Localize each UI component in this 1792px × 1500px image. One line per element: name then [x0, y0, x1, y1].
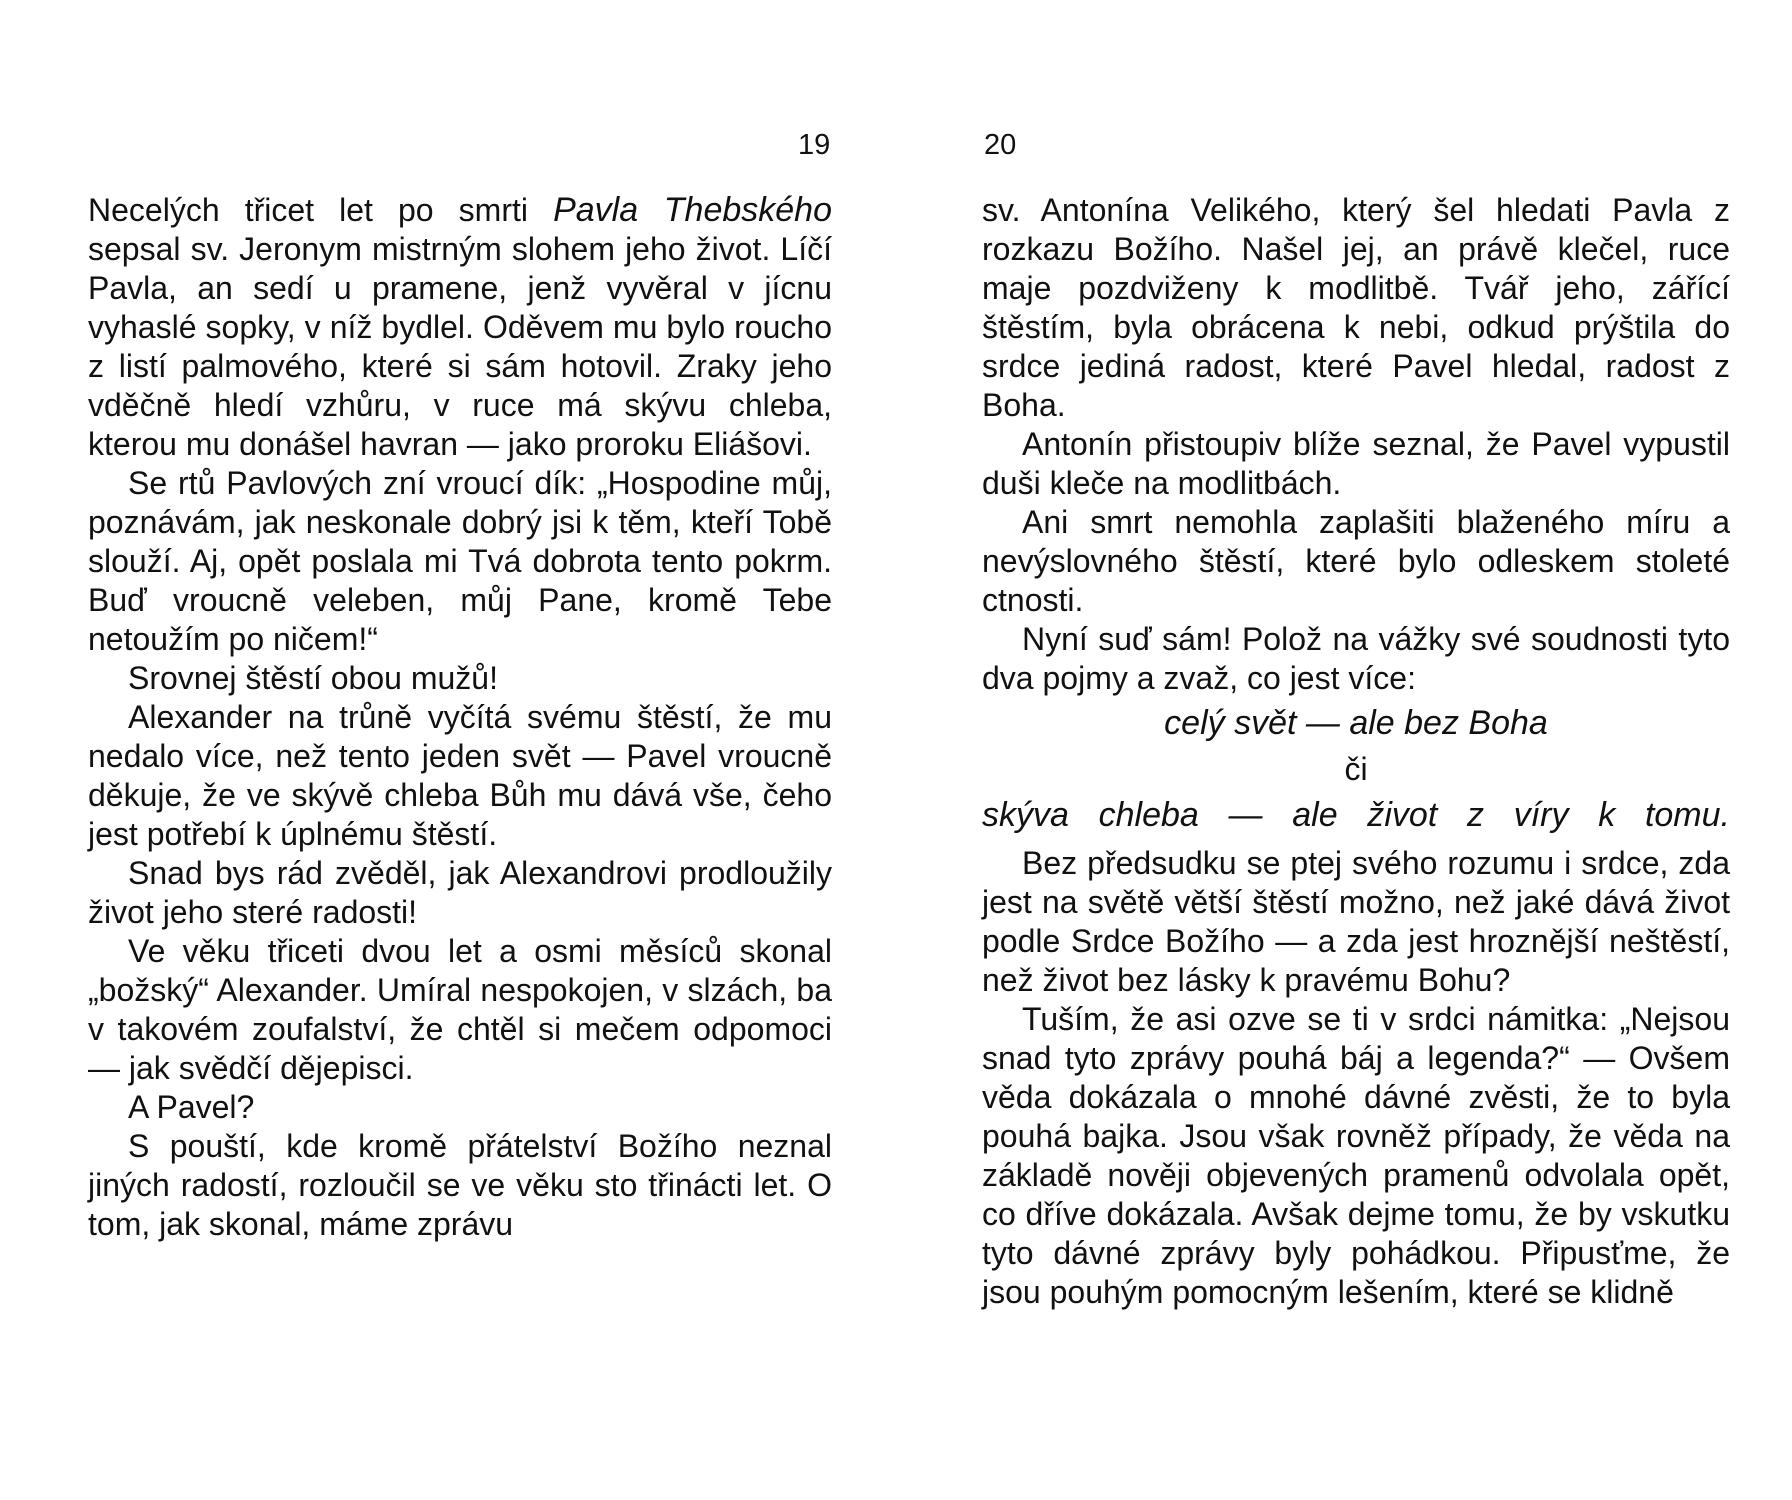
paragraph: Ve věku třiceti dvou let a osmi měsíců skonal „božský“ Alexander. Umíral nespokojen, v slzách, ba v takovém zoufalství, že chtěl si mečem odpomoci — jak svědčí dějepisci. [88, 933, 832, 1086]
paragraph: Snad bys rád zvěděl, jak Alexandrovi prodloužily život jeho steré radosti! [88, 855, 832, 930]
page-number: 20 [984, 129, 1017, 161]
comparison-line: celý svět — ale bez Boha [1164, 704, 1548, 742]
paragraph: Bez předsudku se ptej svého rozumu i srdce, zda jest na světě větší štěstí možno, než jaké dává život podle Srdce Božího — a zda jest hroznější neštěstí, než život bez lásky k pravému Bohu? [982, 845, 1730, 998]
page-text [982, 191, 1730, 1312]
right-page [896, 0, 1792, 1500]
paragraph: Srovnej štěstí obou mužů! [128, 660, 498, 696]
emphasis-name: Pavla Thebského [553, 191, 832, 229]
paragraph [88, 191, 832, 464]
comparison-or: či [1344, 751, 1368, 787]
text-span: Necelých třicet let po smrti [88, 192, 554, 228]
paragraph: Tuším, že asi ozve se ti v srdci námitka: „Nejsou snad tyto zprávy pouhá báj a legenda?“ — Ovšem věda dokázala o mnohé dávné zvěsti, že to byla pouhá bajka. Jsou však rovněž případy, že věda na základě nověji objevených pramenů odvolala opět, co dříve dokázala. Avšak dejme tomu, že by vskutku tyto dávné zprávy byly pohádkou. Připusťme, že jsou pouhým pomocným lešením, které se klidně [982, 1001, 1730, 1310]
paragraph: Ani smrt nemohla zaplašiti blaženého míru a nevýslovného štěstí, které bylo odleskem stoleté ctnosti. [982, 504, 1730, 618]
paragraph: S pouští, kde kromě přátelství Božího neznal jiných radostí, rozloučil se ve věku sto třinácti let. O tom, jak skonal, máme zprávu [88, 1128, 832, 1242]
paragraph: Nyní suď sám! Polož na vážky své soudnosti tyto dva pojmy a zvaž, co jest více: [982, 621, 1730, 696]
paragraph: Se rtů Pavlových zní vroucí dík: „Hospodine můj, poznávám, jak neskonale dobrý jsi k těm, kteří Tobě slouží. Aj, opět poslala mi Tvá dobrota tento pokrm. Buď vroucně veleben, můj Pane, kromě Tebe netoužím po ničem!“ [88, 465, 832, 657]
page-number: 19 [798, 129, 831, 161]
paragraph: A Pavel? [128, 1089, 255, 1125]
comparison-line: skýva chleba — ale život z víry k tomu. [982, 796, 1730, 834]
page-text [88, 191, 832, 1244]
paragraph: Alexander na trůně vyčítá svému štěstí, že mu nedalo více, než tento jeden svět — Pavel vroucně děkuje, že ve skývě chleba Bůh mu dává vše, čeho jest potřebí k úplnému štěstí. [88, 699, 832, 852]
paragraph: sv. Antonína Velikého, který šel hledati Pavla z rozkazu Božího. Našel jej, an právě klečel, ruce maje pozdviženy k modlitbě. Tvář jeho, zářící štěstím, byla obrácena k nebi, odkud prýštila do srdce jediná radost, které Pavel hledal, radost z Boha. [982, 192, 1730, 423]
paragraph: Antonín přistoupiv blíže seznal, že Pavel vypustil duši kleče na modlitbách. [982, 426, 1730, 501]
text-span: sepsal sv. Jeronym mistrným slohem jeho život. Líčí Pavla, an sedí u pramene, jenž vyvěral v jícnu vyhaslé sopky, v níž bydlel. Oděvem mu bylo roucho z listí palmového, které si sám hotovil. Zraky jeho vděčně hledí vzhůru, v ruce má skývu chleba, kterou mu donášel havran — jako proroku Eliášovi. [88, 231, 832, 462]
